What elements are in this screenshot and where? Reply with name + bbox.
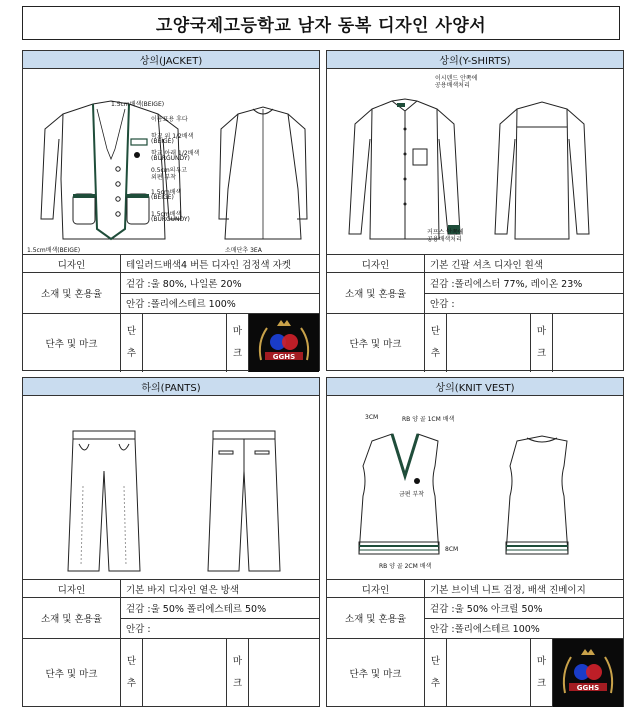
material-label: 소재 및 혼용율 [327, 598, 425, 638]
button-label: 단 추 [121, 314, 143, 372]
vest-outer: 겉감 :울 50% 아크릴 50% [425, 598, 623, 619]
pants-panel [22, 377, 320, 707]
jacket-note: 1.5cm배색 [151, 189, 182, 196]
design-label: 디자인 [23, 580, 121, 597]
design-label: 디자인 [327, 255, 425, 272]
material-label: 소재 및 혼용율 [23, 598, 121, 638]
vest-design: 기본 브이넥 니트 검정, 배색 진베이지 [430, 584, 586, 596]
jacket-note: (BEIGE) [151, 194, 174, 201]
school-logo [553, 639, 623, 707]
jacket-illustration [23, 69, 319, 255]
jacket-design: 테일러드배색4 버튼 디자인 검정색 자켓 [126, 259, 291, 271]
design-label: 디자인 [327, 580, 425, 597]
material-label: 소재 및 혼용율 [23, 273, 121, 313]
mark-label: 마 크 [531, 314, 553, 372]
jacket-note: 외편 부착 [151, 174, 177, 181]
jacket-note: 1.5cm배색 [151, 211, 182, 218]
button-cell [143, 314, 227, 372]
jacket-header: 상의(JACKET) [23, 51, 319, 69]
jacket-panel [22, 50, 320, 371]
jacket-note: 학교 아래 1/2배색 [151, 150, 200, 157]
mark-label: 마 크 [227, 639, 249, 707]
pants-header: 하의(PANTS) [23, 378, 319, 396]
jacket-note: 이름표용 후다 [151, 116, 188, 123]
design-label: 디자인 [23, 255, 121, 272]
jacket-note: 0.5cm의우고 [151, 167, 188, 174]
page-title: 고양국제고등학교 남자 동복 디자인 사양서 [22, 6, 620, 40]
button-label: 단 추 [425, 639, 447, 707]
shirt-lining: 안감 : [430, 299, 455, 311]
jacket-note: 1.5cm배색(BEIGE) [27, 247, 81, 254]
vest-panel [326, 377, 624, 707]
shirt-note: 커프스 안쪽에 [427, 229, 464, 236]
jacket-note: 소매단추 3EA [225, 247, 262, 254]
jacket-note: (BURGUNDY) [151, 216, 190, 223]
school-logo [249, 314, 319, 372]
shirt-note: 공용배색처리 [427, 236, 462, 243]
vest-note: 금편 부착 [399, 491, 425, 498]
pants-illustration [23, 396, 319, 580]
vest-note: RB 양 골 2CM 배색 [379, 563, 432, 570]
vest-lining: 안감 :폴리에스테르 100% [430, 624, 540, 636]
material-label: 소재 및 혼용율 [327, 273, 425, 313]
shirt-panel [326, 50, 624, 371]
vest-note: 8CM [445, 546, 459, 553]
button-mark-label: 단추 및 마크 [327, 314, 425, 372]
pants-outer: 겉감 :울 50% 폴리에스테르 50% [121, 598, 319, 619]
mark-label: 마 크 [531, 639, 553, 707]
button-cell [447, 314, 531, 372]
button-label: 단 추 [425, 314, 447, 372]
shirt-illustration [327, 69, 623, 255]
button-mark-label: 단추 및 마크 [23, 639, 121, 707]
vest-note: RB 양 골 1CM 배색 [402, 416, 455, 423]
jacket-note: 학교 위 1/2배색 [151, 133, 194, 140]
pants-lining: 안감 : [126, 624, 151, 636]
button-cell [447, 639, 531, 707]
jacket-outer: 겉감 :울 80%, 나일론 20% [121, 273, 319, 294]
mark-label: 마 크 [227, 314, 249, 372]
vest-illustration [327, 396, 623, 580]
button-mark-label: 단추 및 마크 [327, 639, 425, 707]
vest-header: 상의(KNIT VEST) [327, 378, 623, 396]
shirt-note: 이시덴드 안쪽에 [435, 75, 478, 82]
button-cell [143, 639, 227, 707]
pants-design: 기본 바지 디자인 옅은 방색 [126, 584, 240, 596]
shirt-outer: 겉감 :폴리에스터 77%, 레이온 23% [425, 273, 623, 294]
shirt-note: 공용배색처리 [435, 82, 470, 89]
jacket-lining: 안감 :폴리에스테르 100% [126, 299, 236, 311]
jacket-note: (BEIGE) [151, 138, 174, 145]
button-label: 단 추 [121, 639, 143, 707]
button-mark-label: 단추 및 마크 [23, 314, 121, 372]
shirt-design: 기본 긴팔 셔츠 디자인 흰색 [430, 259, 544, 271]
svg-text:GGHS: GGHS [576, 684, 600, 692]
svg-text:GGHS: GGHS [272, 353, 296, 361]
jacket-note: 1.5cm배색(BEIGE) [111, 101, 165, 108]
shirt-header: 상의(Y-SHIRTS) [327, 51, 623, 69]
jacket-note: (BURGUNDY) [151, 155, 190, 162]
mark-cell [553, 314, 623, 372]
mark-cell [249, 639, 319, 707]
vest-note: 3CM [365, 414, 379, 421]
